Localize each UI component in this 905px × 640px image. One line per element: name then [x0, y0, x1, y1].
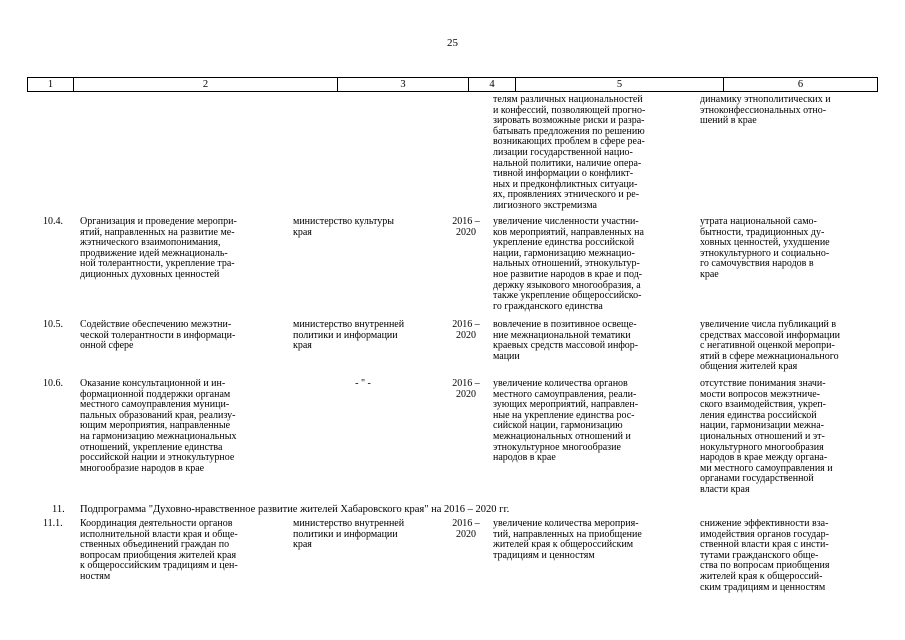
row-executor: министерство внутренней политики и информации края — [293, 519, 405, 551]
row-number: 11.1. — [43, 519, 63, 529]
row-result: вовлечение в позитивное освеще- ние межнациональной тематики краевых средств массовой инфор- мации — [493, 320, 639, 362]
continuation-consequence: динамику этнополитических и этноконфессиональных отно- шений в крае — [700, 95, 831, 127]
column-header-table — [27, 77, 878, 92]
row-period: 2016 – 2020 — [452, 320, 480, 341]
row-executor: министерство внутренней политики и информации края — [293, 320, 405, 352]
row-number: 10.5. — [43, 320, 63, 330]
row-executor: министерство культуры края — [293, 217, 394, 238]
subprogram-title: Подпрограмма "Духовно-нравственное развитие жителей Хабаровского края" на 2016 – 2020 гг. — [80, 504, 510, 515]
page-number: 25 — [447, 37, 458, 49]
row-result: увеличение численности участни- ков мероприятий, направленных на укрепление единства российской нации, гармонизацию межнацио- нальных отношений, этнокультур- ное развитие народов в крае и под- держку языкового многообразия, а также укрепление общероссийско- го гражданского единства — [493, 217, 644, 312]
row-period: 2016 – 2020 — [452, 217, 480, 238]
row-period: 2016 – 2020 — [452, 379, 480, 400]
row-executor: - " - — [355, 379, 371, 389]
row-consequence: утрата национальной само- бытности, традиционных ду- ховных ценностей, ухудшение этнокультурного и социально- го самочувствия народов в крае — [700, 217, 830, 280]
row-number: 10.4. — [43, 217, 63, 227]
column-header-5: 5 — [516, 78, 724, 92]
subprogram-number: 11. — [52, 504, 65, 515]
row-consequence: увеличение числа публикаций в средствах массовой информации с негативной оценкой меропри- ятий в сфере межнационального общения жителей края — [700, 320, 841, 373]
row-activity: Содействие обеспечению межэтни- ческой толерантности в информаци- онной сфере — [80, 320, 236, 352]
row-period: 2016 – 2020 — [452, 519, 480, 540]
row-result: увеличение количества органов местного самоуправления, реали- зующих мероприятий, направлен- ные на укрепление единства рос- сийской нации, гармонизацию межнациональных отношений и этнокультурное многообразие народов в крае — [493, 379, 639, 464]
column-header-3: 3 — [338, 78, 469, 92]
row-number: 10.6. — [43, 379, 63, 389]
column-header-6: 6 — [724, 78, 878, 92]
row-consequence: отсутствие понимания значи- мости вопросов межэтниче- ского взаимодействия, укреп- ления единства российской нации, гармонизации межна- циональных отношений и эт- нокультурного многообразия народов в крае между органа- ми местного самоуправления и органами государственной власти края — [700, 379, 833, 495]
row-result: увеличение количества мероприя- тий, направленных на приобщение жителей края к общероссийским традициям и ценностям — [493, 519, 642, 561]
column-header-1: 1 — [28, 78, 74, 92]
column-header-4: 4 — [469, 78, 516, 92]
column-header-row — [28, 78, 878, 92]
continuation-result: телям различных национальностей и конфессий, позволяющей прогно- зировать возможные риски и разра- батывать предложения по решению возникающих проблем в сфере реа- лизации государственной нацио- нальной политики, наличие опера- тивной информации о конфликт- ных и предконфликтных ситуаци- ях, проявлениях этнического и ре- лигиозного экстремизма — [493, 95, 646, 211]
row-activity: Организация и проведение меропри- ятий, направленных на развитие ме- жэтнического взаимопонимания, продвижение идей межнациональ- ной толерантности, укрепление тра- диционных духовных ценностей — [80, 217, 237, 280]
row-consequence: снижение эффективности вза- имодействия органов государ- ственной власти края с инсти- тутами гражданского обще- ства по вопросам приобщения жителей края к общероссий- ским традициям и ценностям — [700, 519, 830, 593]
row-activity: Координация деятельности органов исполнительной власти края и обще- ственных объединений граждан по вопросам приобщения жителей края к общероссийским традициям и цен- ностям — [80, 519, 238, 582]
row-activity: Оказание консультационной и ин- формационной поддержки органам местного самоуправления муници- пальных образований края, реализу- ющим мероприятия, направленные на гармонизацию межнациональных отношений, укрепление единства российской нации и этнокультурное многообразие народов в крае — [80, 379, 237, 474]
column-header-2: 2 — [74, 78, 338, 92]
